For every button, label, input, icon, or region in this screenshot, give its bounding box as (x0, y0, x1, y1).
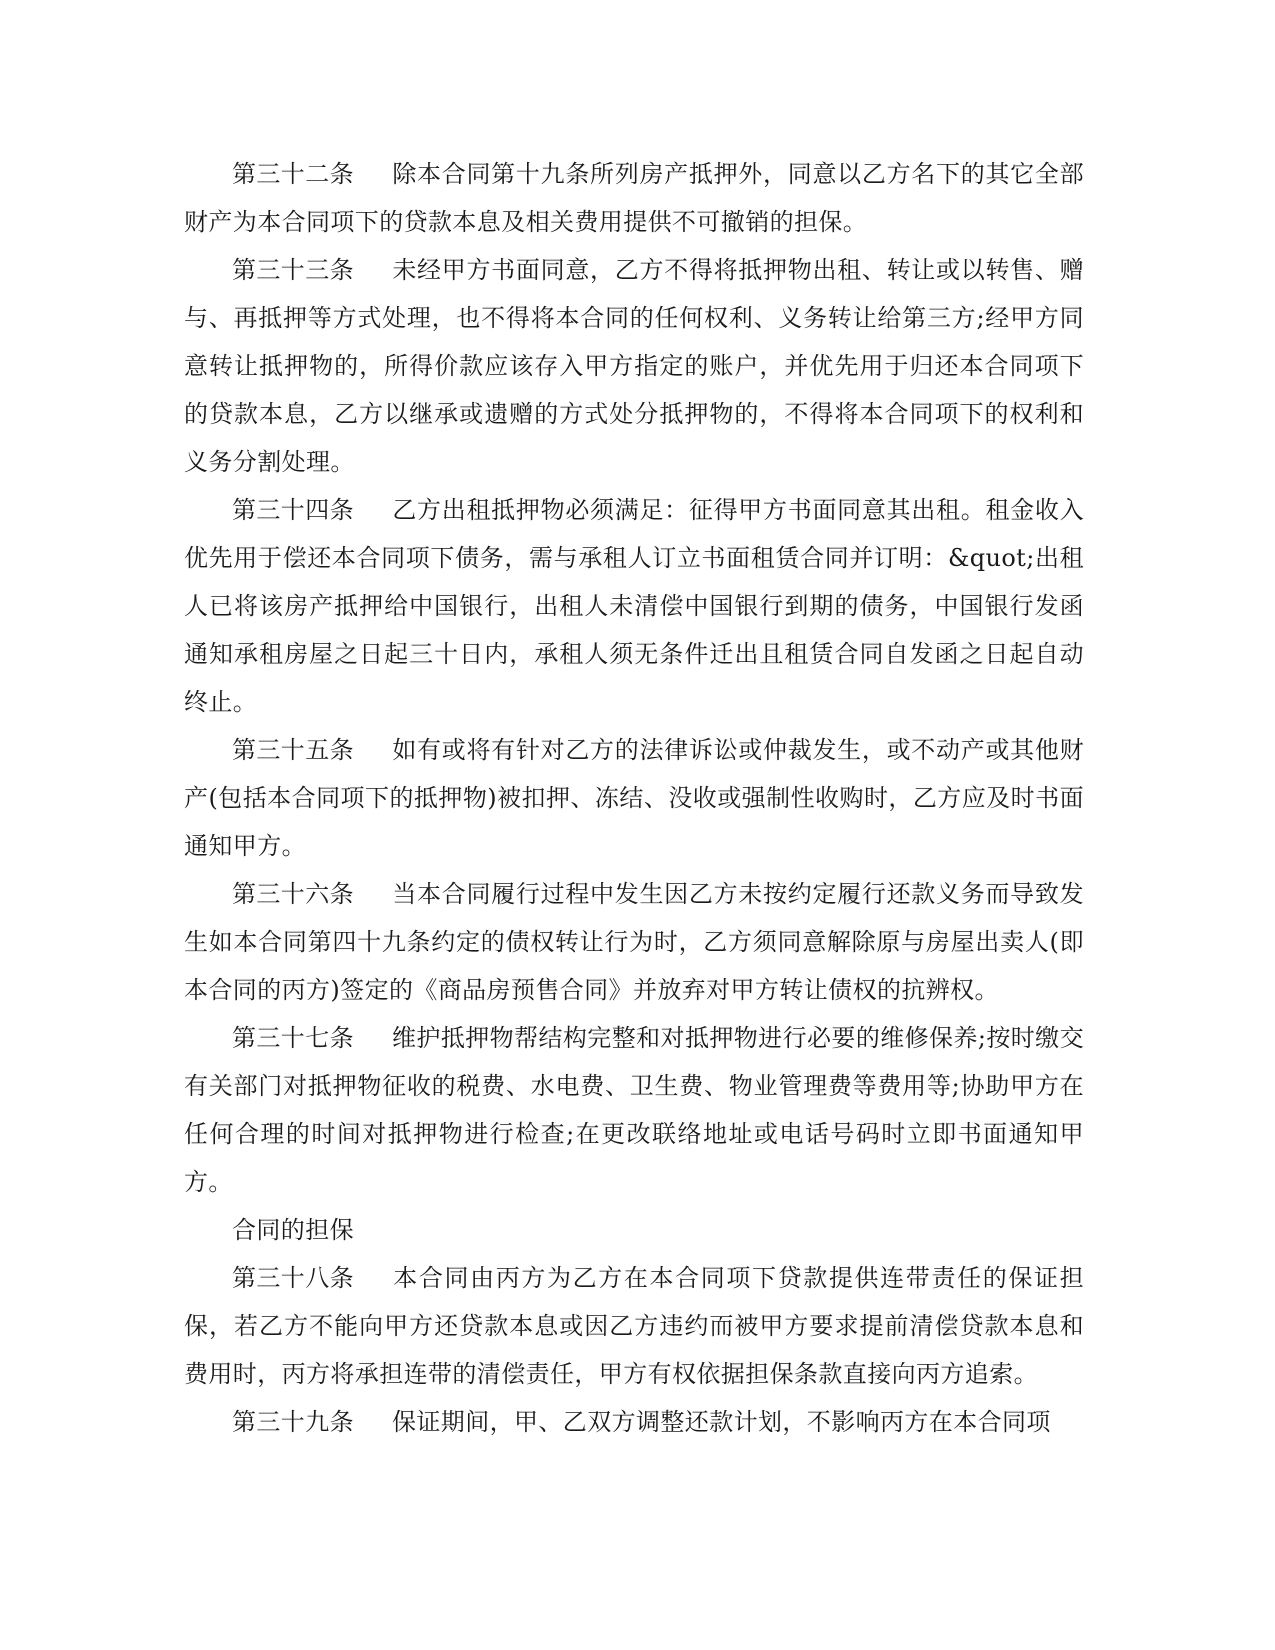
article-32 (184, 150, 1084, 246)
article-39 (184, 1398, 1084, 1446)
article-number: 第三十九条 (232, 1408, 354, 1436)
article-text: 如有或将有针对乙方的法律诉讼或仲裁发生，或不动产或其他财产(包括本合同项下的抵押物)被扣押、冻结、没收或强制性收购时，乙方应及时书面通知甲方。 (184, 736, 1084, 860)
article-number: 第三十六条 (232, 880, 354, 908)
article-text: 维护抵押物帮结构完整和对抵押物进行必要的维修保养;按时缴交有关部门对抵押物征收的税费、水电费、卫生费、物业管理费等费用等;协助甲方在任何合理的时间对抵押物进行检查;在更改联络地址或电话号码时立即书面通知甲方。 (184, 1024, 1084, 1196)
article-36 (184, 870, 1084, 1014)
article-text: 当本合同履行过程中发生因乙方未按约定履行还款义务而导致发生如本合同第四十九条约定的债权转让行为时，乙方须同意解除原与房屋出卖人(即本合同的丙方)签定的《商品房预售合同》并放弃对甲方转让债权的抗辨权。 (184, 880, 1084, 1004)
article-34 (184, 486, 1084, 726)
article-35 (184, 726, 1084, 870)
article-number: 第三十四条 (232, 496, 354, 524)
article-33 (184, 246, 1084, 486)
article-37 (184, 1014, 1084, 1206)
section-heading: 合同的担保 (232, 1216, 354, 1244)
article-number: 第三十八条 (232, 1264, 354, 1292)
article-number: 第三十七条 (232, 1024, 354, 1052)
article-text: 未经甲方书面同意，乙方不得将抵押物出租、转让或以转售、赠与、再抵押等方式处理，也不得将本合同的任何权利、义务转让给第三方;经甲方同意转让抵押物的，所得价款应该存入甲方指定的账户，并优先用于归还本合同项下的贷款本息，乙方以继承或遗赠的方式处分抵押物的，不得将本合同项下的权利和义务分割处理。 (184, 256, 1084, 476)
article-text: 除本合同第十九条所列房产抵押外，同意以乙方名下的其它全部财产为本合同项下的贷款本息及相关费用提供不可撤销的担保。 (184, 160, 1084, 236)
article-text: 本合同由丙方为乙方在本合同项下贷款提供连带责任的保证担保，若乙方不能向甲方还贷款本息或因乙方违约而被甲方要求提前清偿贷款本息和费用时，丙方将承担连带的清偿责任，甲方有权依据担保条款直接向丙方追索。 (184, 1264, 1084, 1388)
article-text: 乙方出租抵押物必须满足：征得甲方书面同意其出租。租金收入优先用于偿还本合同项下债务，需与承租人订立书面租赁合同并订明：&quot;出租人已将该房产抵押给中国银行，出租人未清偿中国银行到期的债务，中国银行发函通知承租房屋之日起三十日内，承租人须无条件迁出且租赁合同自发函之日起自动终止。 (184, 496, 1084, 716)
document-body (184, 150, 1084, 1446)
article-38 (184, 1254, 1084, 1398)
article-number: 第三十三条 (232, 256, 354, 284)
article-number: 第三十二条 (232, 160, 354, 188)
article-text: 保证期间，甲、乙双方调整还款计划，不影响丙方在本合同项 (392, 1408, 1051, 1436)
article-number: 第三十五条 (232, 736, 354, 764)
